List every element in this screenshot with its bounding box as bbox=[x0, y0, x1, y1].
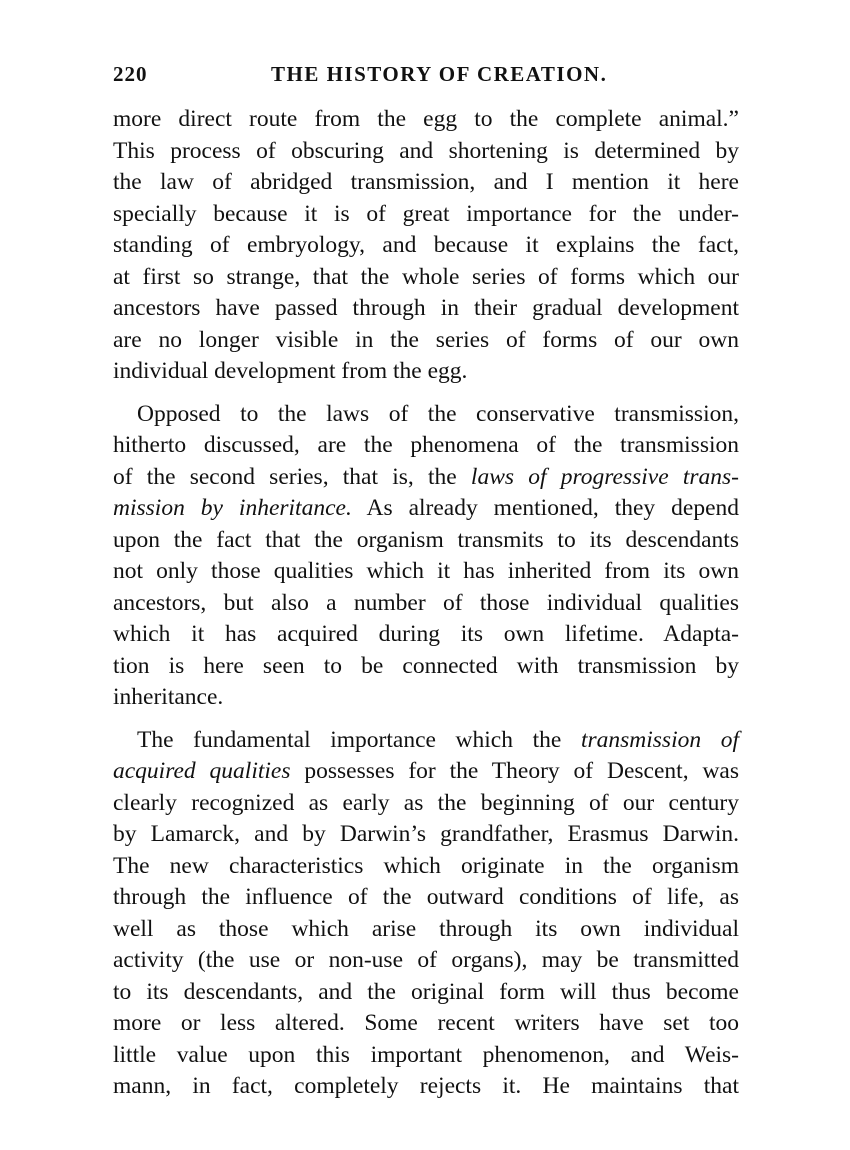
text-line: clearly recognized as early as the beginning of our century bbox=[113, 789, 739, 816]
running-title: THE HISTORY OF CREATION. bbox=[271, 62, 608, 86]
text-line: through the influence of the outward conditions of life, as bbox=[113, 884, 739, 910]
text-line: Opposed to the laws of the conservative transmission, bbox=[137, 400, 739, 427]
text-line: ancestors, but also a number of those individual qualities bbox=[113, 589, 739, 616]
paragraph-2 bbox=[113, 399, 739, 714]
text-line: inheritance. bbox=[113, 684, 224, 710]
text-line: by Lamarck, and by Darwin’s grandfather, Erasmus Darwin. bbox=[113, 821, 739, 847]
text-line: individual development from the egg. bbox=[113, 358, 468, 384]
text-line: The new characteristics which originate in the organism bbox=[113, 852, 739, 879]
text-line: This process of obscuring and shortening is determined by bbox=[113, 137, 739, 164]
text-line: tion is here seen to be connected with transmission by bbox=[113, 652, 739, 679]
text-line: the law of abridged transmission, and I mention it here bbox=[113, 169, 739, 195]
text-line bbox=[113, 756, 739, 788]
text-line: to its descendants, and the original form will thus become bbox=[113, 978, 739, 1005]
page-number: 220 bbox=[113, 62, 148, 86]
text-line: specially because it is of great importance for the under- bbox=[113, 200, 739, 227]
text-line: upon the fact that the organism transmits to its descendants bbox=[113, 526, 739, 553]
text-line bbox=[113, 725, 739, 757]
italic-run: acquired qualities bbox=[113, 758, 291, 784]
text-run: The fundamental importance which the bbox=[137, 726, 581, 753]
page-header bbox=[113, 62, 741, 92]
text-line: mann, in fact, completely rejects it. He maintains that bbox=[113, 1073, 739, 1099]
text-line: are no longer visible in the series of forms of our own bbox=[113, 326, 739, 353]
body-text bbox=[113, 104, 739, 1103]
text-run: of the second series, that is, the bbox=[113, 463, 471, 490]
paragraph-1 bbox=[113, 104, 739, 388]
text-line bbox=[113, 493, 739, 525]
text-line: which it has acquired during its own lifetime. Adapta- bbox=[113, 621, 739, 647]
italic-run: transmission of bbox=[580, 726, 739, 753]
text-run: As already mentioned, they depend bbox=[351, 495, 739, 521]
text-line: little value upon this important phenomenon, and Weis- bbox=[113, 1041, 739, 1068]
text-line: well as those which arise through its own individual bbox=[113, 915, 739, 942]
text-line: not only those qualities which it has inherited from its own bbox=[113, 558, 739, 584]
text-line: more or less altered. Some recent writers have set too bbox=[113, 1010, 739, 1036]
paragraph-3 bbox=[113, 725, 739, 1103]
italic-run: mission by inheritance. bbox=[113, 495, 352, 521]
text-line: hitherto discussed, are the phenomena of the transmission bbox=[113, 432, 739, 458]
text-line bbox=[113, 462, 739, 494]
text-line: ancestors have passed through in their gradual development bbox=[113, 295, 739, 321]
text-line: standing of embryology, and because it explains the fact, bbox=[113, 232, 739, 258]
text-line: more direct route from the egg to the complete animal.” bbox=[113, 106, 739, 132]
italic-run: laws of progressive trans- bbox=[470, 463, 739, 490]
text-run: possesses for the Theory of Descent, was bbox=[290, 758, 739, 784]
text-line: activity (the use or non-use of organs), may be transmitted bbox=[113, 947, 739, 973]
text-line: at first so strange, that the whole series of forms which our bbox=[113, 263, 739, 290]
